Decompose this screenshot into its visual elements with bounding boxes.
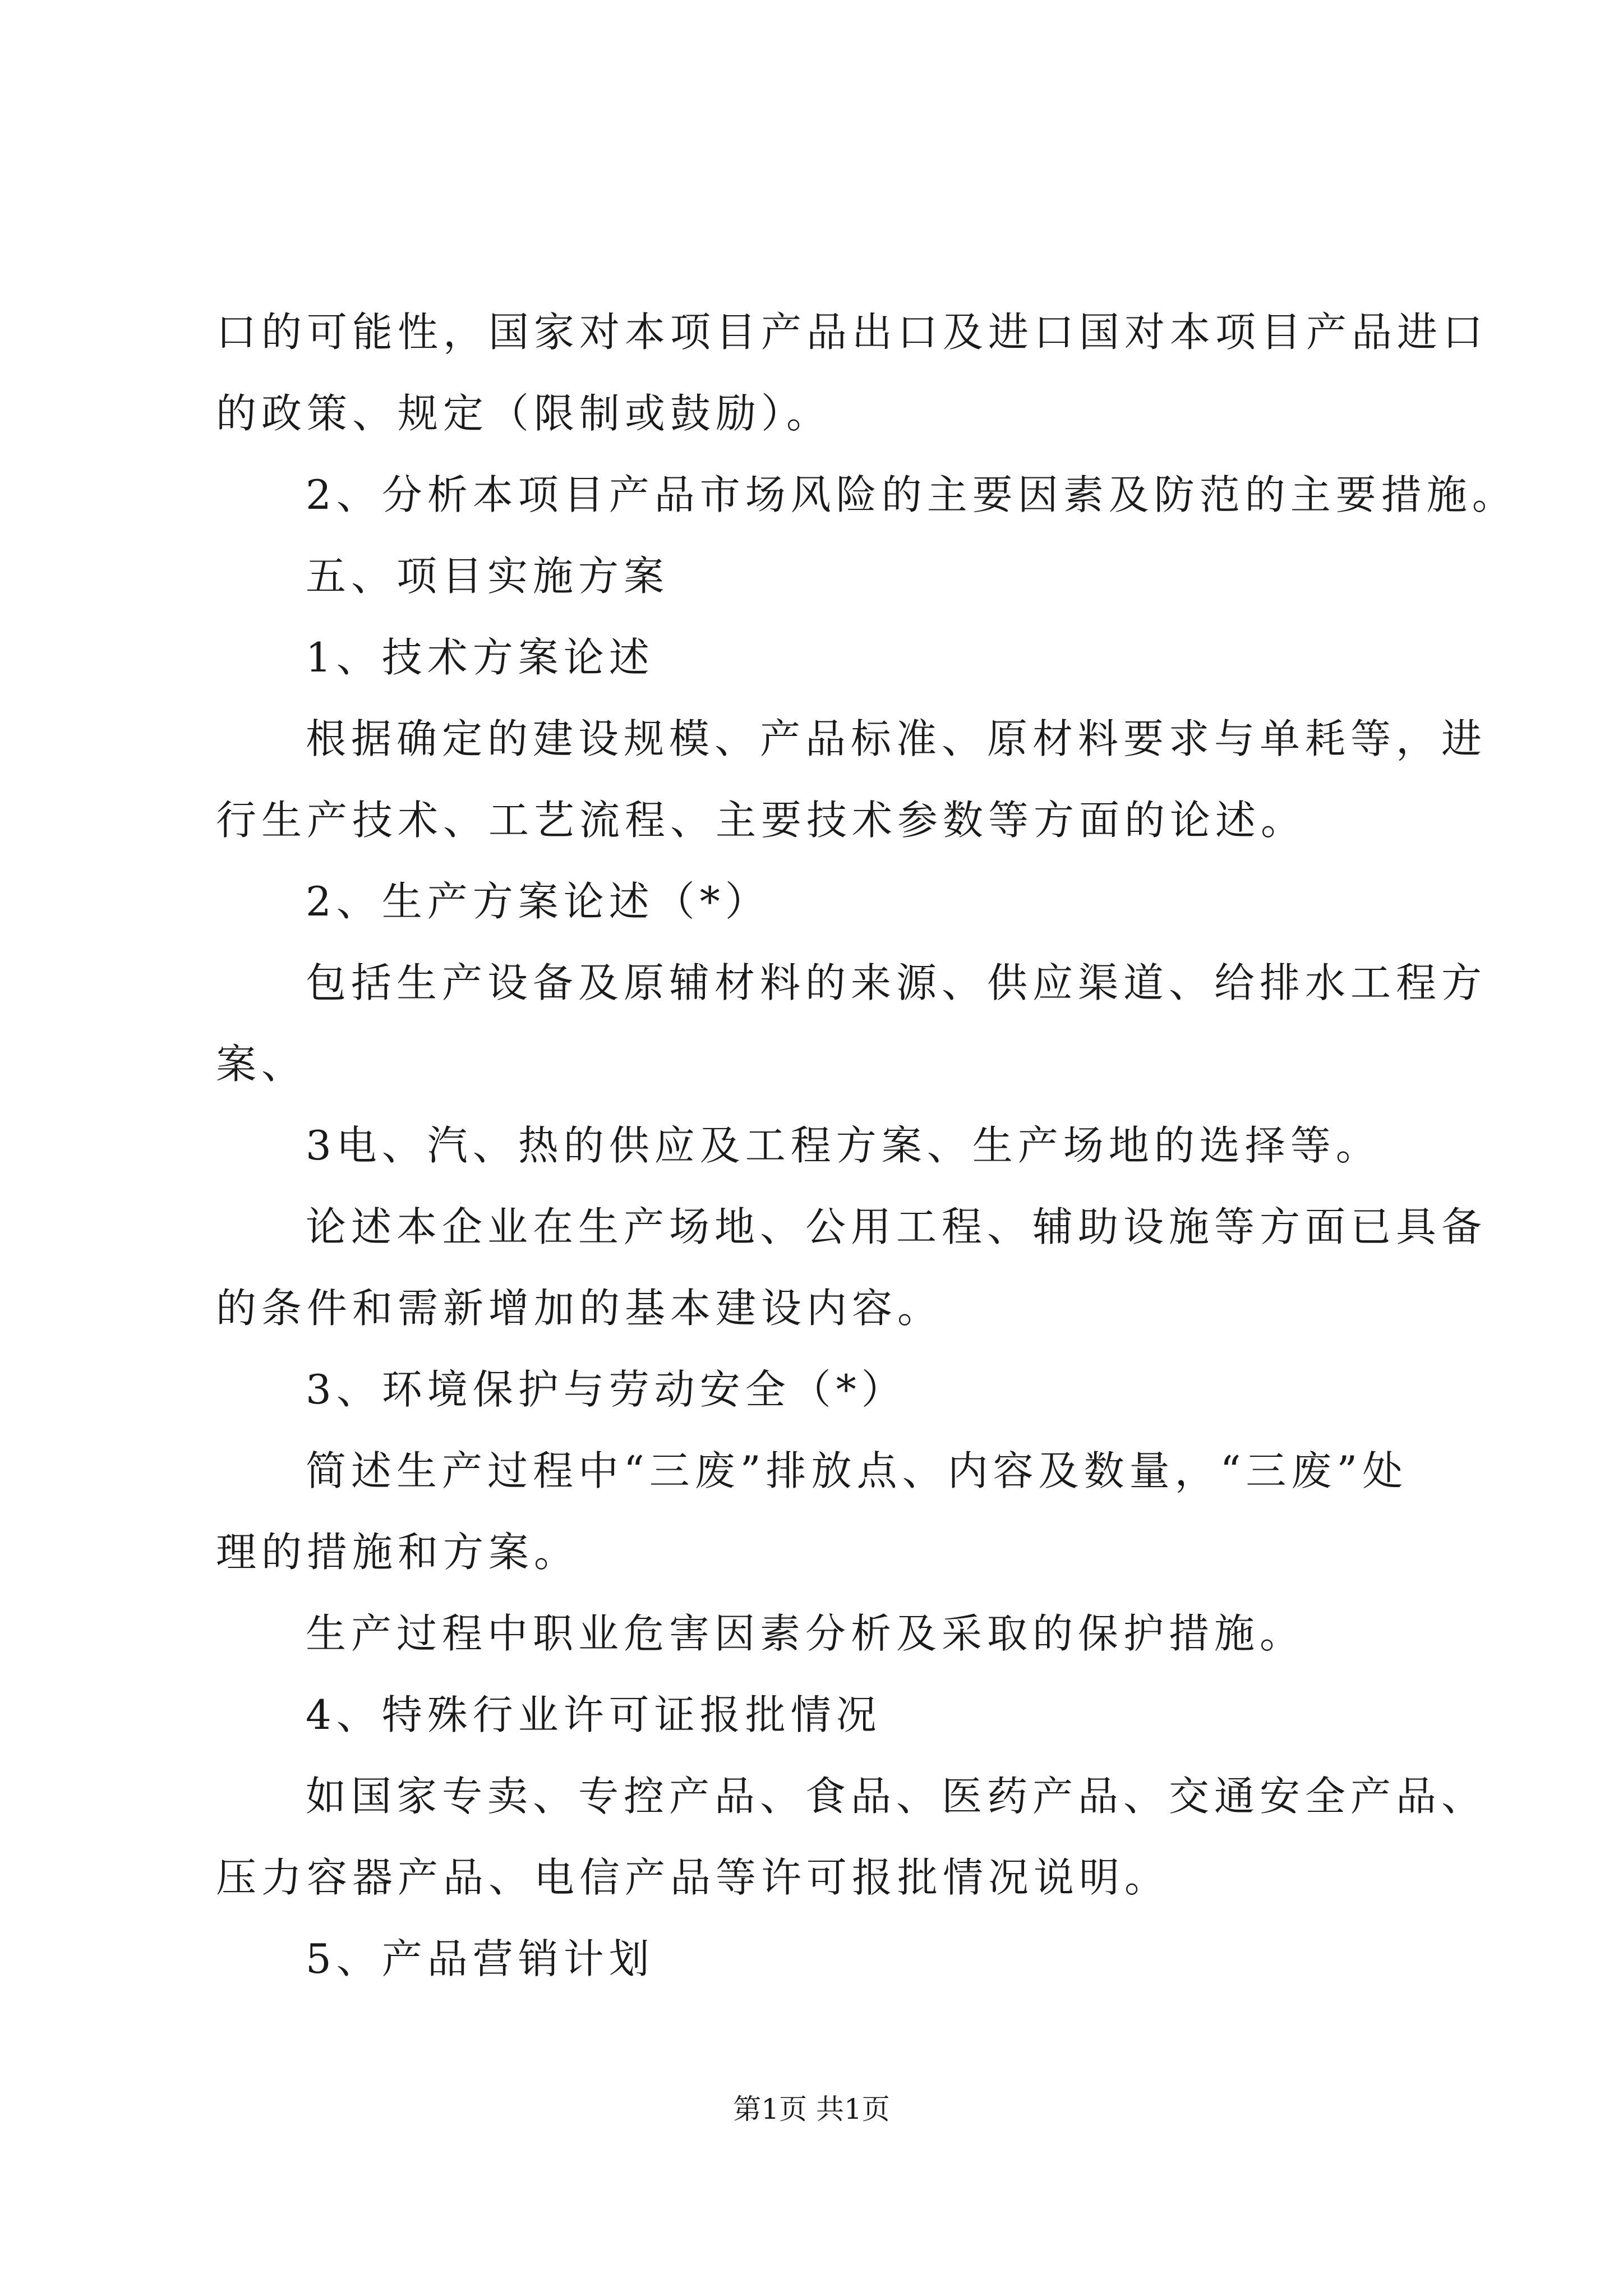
paragraph-line: 论述本企业在生产场地、公用工程、辅助设施等方面已具备 [306, 1203, 1487, 1250]
paragraph-line: 的政策、规定（限制或鼓励）。 [216, 390, 832, 437]
subsection-heading: 4、特殊行业许可证报批情况 [306, 1691, 882, 1738]
section-heading: 五、项目实施方案 [306, 553, 670, 600]
paragraph-line: 根据确定的建设规模、产品标准、原材料要求与单耗等，进 [306, 715, 1487, 762]
paragraph-line: 生产过程中职业危害因素分析及采取的保护措施。 [306, 1610, 1306, 1657]
document-body [216, 292, 1518, 2000]
page-number-footer: 第1页 共1页 [733, 2093, 890, 2125]
paragraph-line: 理的措施和方案。 [216, 1529, 580, 1576]
subsection-heading: 5、产品营销计划 [306, 1935, 654, 1982]
paragraph-line: 如国家专卖、专控产品、食品、医药产品、交通安全产品、 [306, 1773, 1487, 1820]
paragraph-line: 行生产技术、工艺流程、主要技术参数等方面的论述。 [216, 797, 1307, 844]
paragraph-line: 的条件和需新增加的基本建设内容。 [216, 1285, 943, 1332]
subsection-heading: 2、生产方案论述（*） [306, 878, 771, 925]
paragraph-line: 简述生产过程中“三废”排放点、内容及数量，“三废”处 [306, 1447, 1408, 1494]
paragraph-line: 3电、汽、热的供应及工程方案、生产场地的选择等。 [306, 1122, 1381, 1169]
paragraph-line: 案、 [216, 1041, 307, 1088]
subsection-heading: 3、环境保护与劳动安全（*） [306, 1366, 907, 1413]
paragraph-line: 包括生产设备及原辅材料的来源、供应渠道、给排水工程方 [306, 959, 1487, 1006]
paragraph-line: 压力容器产品、电信产品等许可报批情况说明。 [216, 1854, 1170, 1901]
subsection-heading: 1、技术方案论述 [306, 634, 654, 681]
paragraph-line: 2、分析本项目产品市场风险的主要因素及防范的主要措施。 [306, 471, 1518, 518]
paragraph-line: 口的可能性，国家对本项目产品出口及进口国对本项目产品进口 [216, 309, 1488, 356]
